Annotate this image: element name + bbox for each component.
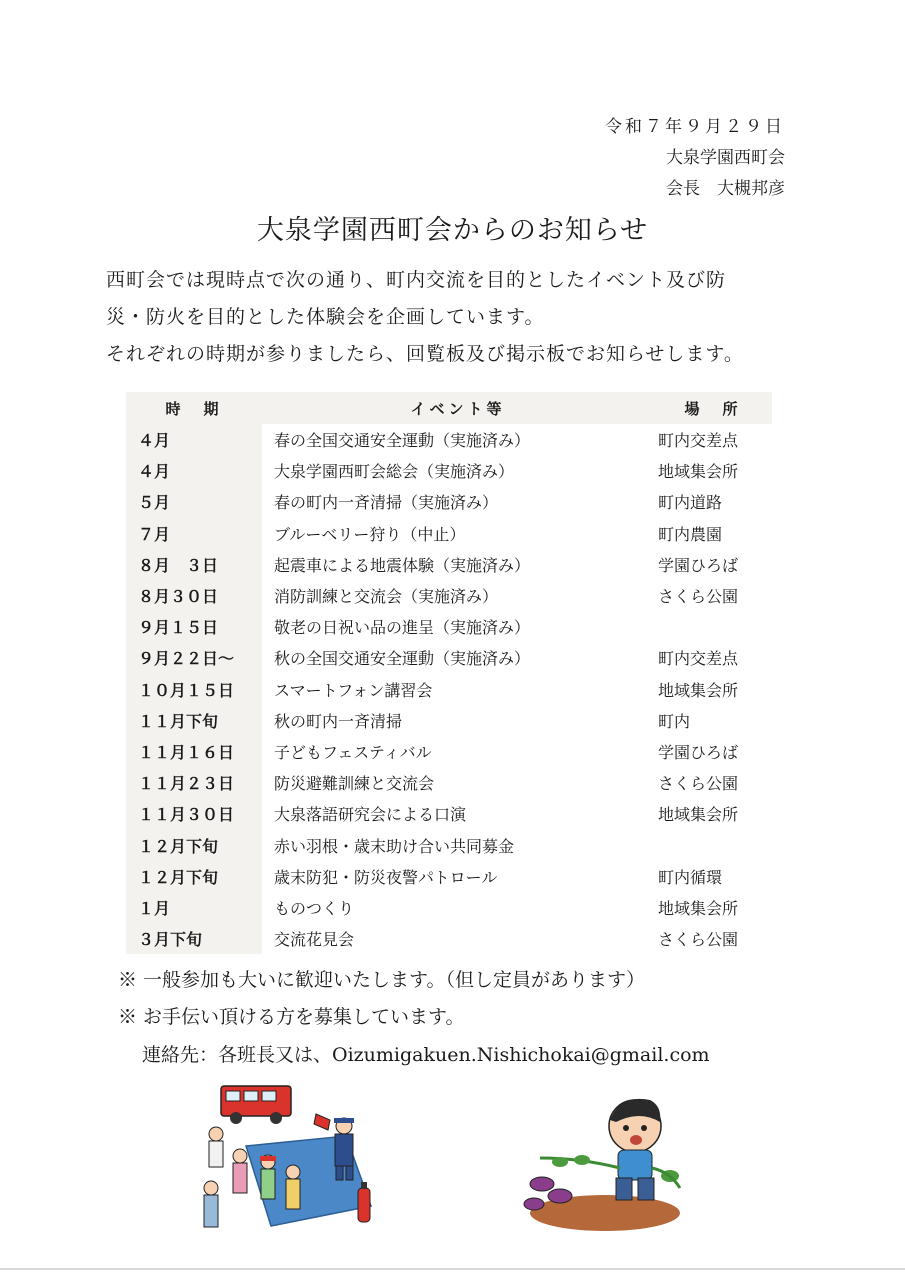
- table-row: [126, 829, 772, 860]
- event-place: 地域集会所: [658, 805, 739, 825]
- issue-date: 令和７年９月２９日: [605, 117, 785, 137]
- chair-name: 会長 大槻邦彦: [666, 179, 785, 199]
- event-place: 学園ひろば: [658, 555, 739, 575]
- header-block: [560, 112, 785, 205]
- table-row: [126, 674, 772, 705]
- header-event: イベント等: [262, 392, 654, 424]
- event-name: スマートフォン講習会: [274, 680, 433, 700]
- event-period: １１月２３日: [126, 767, 262, 798]
- event-name: 赤い羽根・歳末助け合い共同募金: [274, 836, 515, 856]
- event-name: 春の町内一斉清掃（実施済み）: [274, 493, 499, 513]
- event-period: １月: [126, 892, 262, 923]
- contact-info: 連絡先：各班長又は、Oizumigakuen.Nishichokai@gmail.com: [142, 1044, 710, 1066]
- event-name: ブルーベリー狩り（中止）: [274, 524, 466, 544]
- event-place: [654, 611, 772, 642]
- organization-name: 大泉学園西町会: [666, 148, 785, 168]
- event-period: １２月下旬: [126, 829, 262, 860]
- table-row: [126, 549, 772, 580]
- disaster-drill-illustration: [196, 1076, 386, 1246]
- event-place: 地域集会所: [658, 462, 739, 482]
- event-place: 町内循環: [658, 867, 723, 887]
- event-place: [654, 829, 772, 860]
- event-place: さくら公園: [658, 774, 739, 794]
- event-place: 地域集会所: [658, 898, 739, 918]
- note-general-welcome: ※ 一般参加も大いに歓迎いたします。（但し定員があります）: [118, 969, 646, 991]
- intro-line: それぞれの時期が参りましたら、回覧板及び掲示板でお知らせします。: [106, 343, 744, 365]
- event-period: ８月３０日: [126, 580, 262, 611]
- event-name: 大泉学園西町会総会（実施済み）: [274, 462, 515, 482]
- event-period: ７月: [126, 518, 262, 549]
- event-name: 秋の全国交通安全運動（実施済み）: [274, 649, 531, 669]
- event-place: 町内交差点: [658, 649, 739, 669]
- event-name: 防災避難訓練と交流会: [274, 774, 435, 794]
- note-volunteers: ※ お手伝い頂ける方を募集しています。: [118, 1006, 465, 1028]
- event-place: 町内道路: [658, 493, 723, 513]
- event-period: ４月: [126, 424, 262, 455]
- event-period: ８月 ３日: [126, 549, 262, 580]
- event-name: 大泉落語研究会による口演: [274, 805, 467, 825]
- event-name: 交流花見会: [274, 930, 355, 950]
- event-name: ものつくり: [274, 898, 355, 918]
- table-row: [126, 705, 772, 736]
- potato-digging-illustration: [520, 1088, 700, 1238]
- header-period: 時 期: [126, 392, 262, 424]
- event-period: ４月: [126, 455, 262, 486]
- table-row: [126, 798, 772, 829]
- intro-text: [106, 262, 796, 373]
- boy-icon: [609, 1099, 661, 1200]
- table-row: [126, 642, 772, 673]
- event-name: 春の全国交通安全運動（実施済み）: [274, 431, 531, 451]
- intro-line: 災・防火を目的とした体験会を企画しています。: [106, 306, 545, 328]
- events-table-body: [126, 424, 772, 954]
- table-header-row: [126, 392, 772, 424]
- event-period: １０月１５日: [126, 674, 262, 705]
- table-row: [126, 892, 772, 923]
- table-row: [126, 611, 772, 642]
- event-place: 町内: [658, 711, 691, 731]
- event-place: 学園ひろば: [658, 742, 739, 762]
- table-row: [126, 923, 772, 954]
- intro-line: 西町会では現時点で次の通り、町内交流を目的としたイベント及び防: [106, 269, 727, 291]
- table-row: [126, 861, 772, 892]
- event-name: 秋の町内一斉清掃: [274, 711, 403, 731]
- page-edge-line: [0, 1268, 905, 1270]
- event-place: さくら公園: [658, 587, 739, 607]
- event-name: 消防訓練と交流会（実施済み）: [274, 587, 499, 607]
- table-row: [126, 455, 772, 486]
- event-name: 子どもフェスティバル: [274, 742, 432, 762]
- event-period: １２月下旬: [126, 861, 262, 892]
- event-place: 地域集会所: [658, 680, 739, 700]
- header-place: 場 所: [654, 392, 772, 424]
- events-table: [126, 392, 772, 954]
- notes: [118, 962, 818, 1036]
- table-row: [126, 736, 772, 767]
- event-period: ９月１５日: [126, 611, 262, 642]
- event-period: ３月下旬: [126, 923, 262, 954]
- table-row: [126, 518, 772, 549]
- event-period: １１月１６日: [126, 736, 262, 767]
- table-row: [126, 767, 772, 798]
- table-row: [126, 424, 772, 455]
- table-row: [126, 580, 772, 611]
- event-name: 敬老の日祝い品の進呈（実施済み）: [274, 618, 531, 638]
- event-period: １１月下旬: [126, 705, 262, 736]
- table-row: [126, 486, 772, 517]
- event-period: ９月２２日～: [126, 642, 262, 673]
- event-period: １１月３０日: [126, 798, 262, 829]
- event-place: さくら公園: [658, 930, 739, 950]
- event-name: 歳末防犯・防災夜警パトロール: [274, 867, 498, 887]
- event-place: 町内交差点: [658, 431, 739, 451]
- event-period: ５月: [126, 486, 262, 517]
- page-title: 大泉学園西町会からのお知らせ: [256, 215, 649, 246]
- event-name: 起震車による地震体験（実施済み）: [274, 555, 531, 575]
- event-place: 町内農園: [658, 524, 723, 544]
- fire-truck-icon: [221, 1086, 291, 1124]
